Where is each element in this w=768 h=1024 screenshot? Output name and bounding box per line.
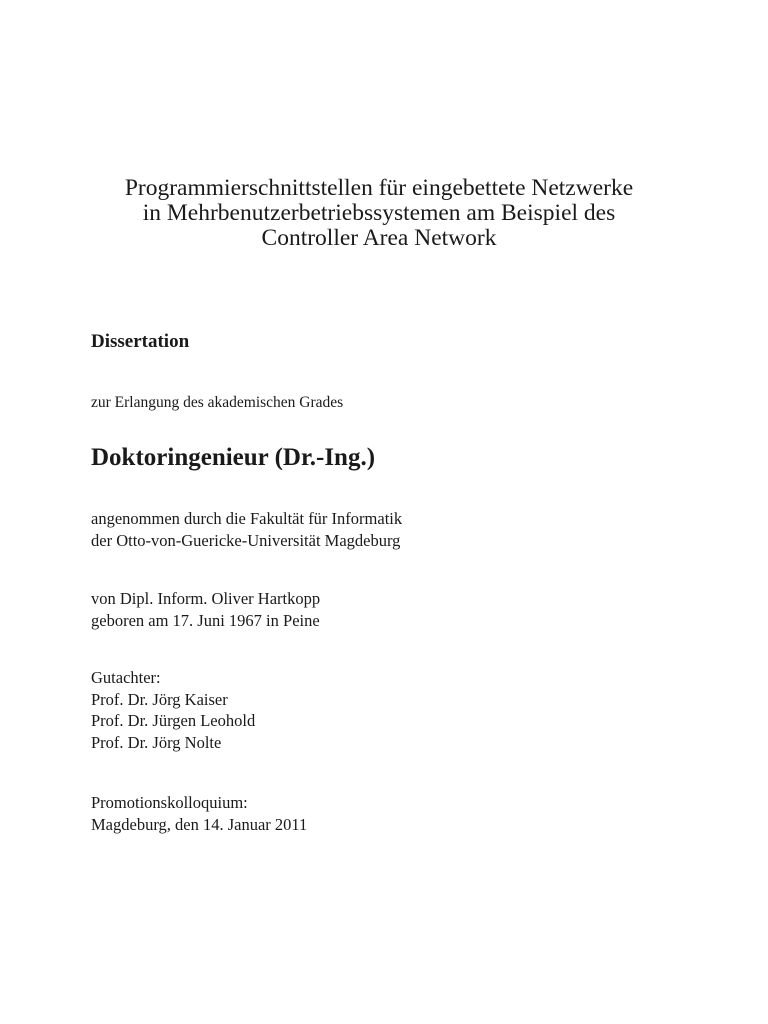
reviewer-item: Prof. Dr. Jörg Kaiser (91, 689, 228, 709)
colloquium-date: Magdeburg, den 14. Januar 2011 (91, 814, 308, 834)
reviewer-item: Prof. Dr. Jürgen Leohold (91, 711, 256, 730)
author-info (91, 588, 320, 631)
thesis-title-line-3: Controller Area Network (261, 225, 497, 251)
thesis-title-line-2: in Mehrbenutzerbetriebssystemen am Beispiel des (142, 200, 616, 226)
thesis-title-line-1: Programmierschnittstellen für eingebettete Netzwerke (124, 175, 634, 201)
author-birth: geboren am 17. Juni 1967 in Peine (91, 610, 320, 630)
acceptance-university: der Otto-von-Guericke-Universität Magdeburg (91, 530, 401, 550)
author-name: von Dipl. Inform. Oliver Hartkopp (91, 589, 321, 608)
colloquium-info (91, 792, 307, 835)
reviewer-item: Prof. Dr. Jörg Nolte (91, 732, 222, 752)
degree-purpose: zur Erlangung des akademischen Grades (91, 394, 344, 411)
acceptance-faculty: angenommen durch die Fakultät für Informatik (91, 509, 403, 528)
colloquium-heading: Promotionskolloquium: (91, 793, 248, 812)
reviewers-heading: Gutachter: (91, 668, 161, 687)
academic-degree: Doktoringenieur (Dr.-Ing.) (91, 444, 376, 471)
thesis-title (40, 176, 718, 251)
reviewers (91, 667, 255, 753)
acceptance-statement (91, 508, 402, 551)
document-type: Dissertation (91, 331, 190, 352)
